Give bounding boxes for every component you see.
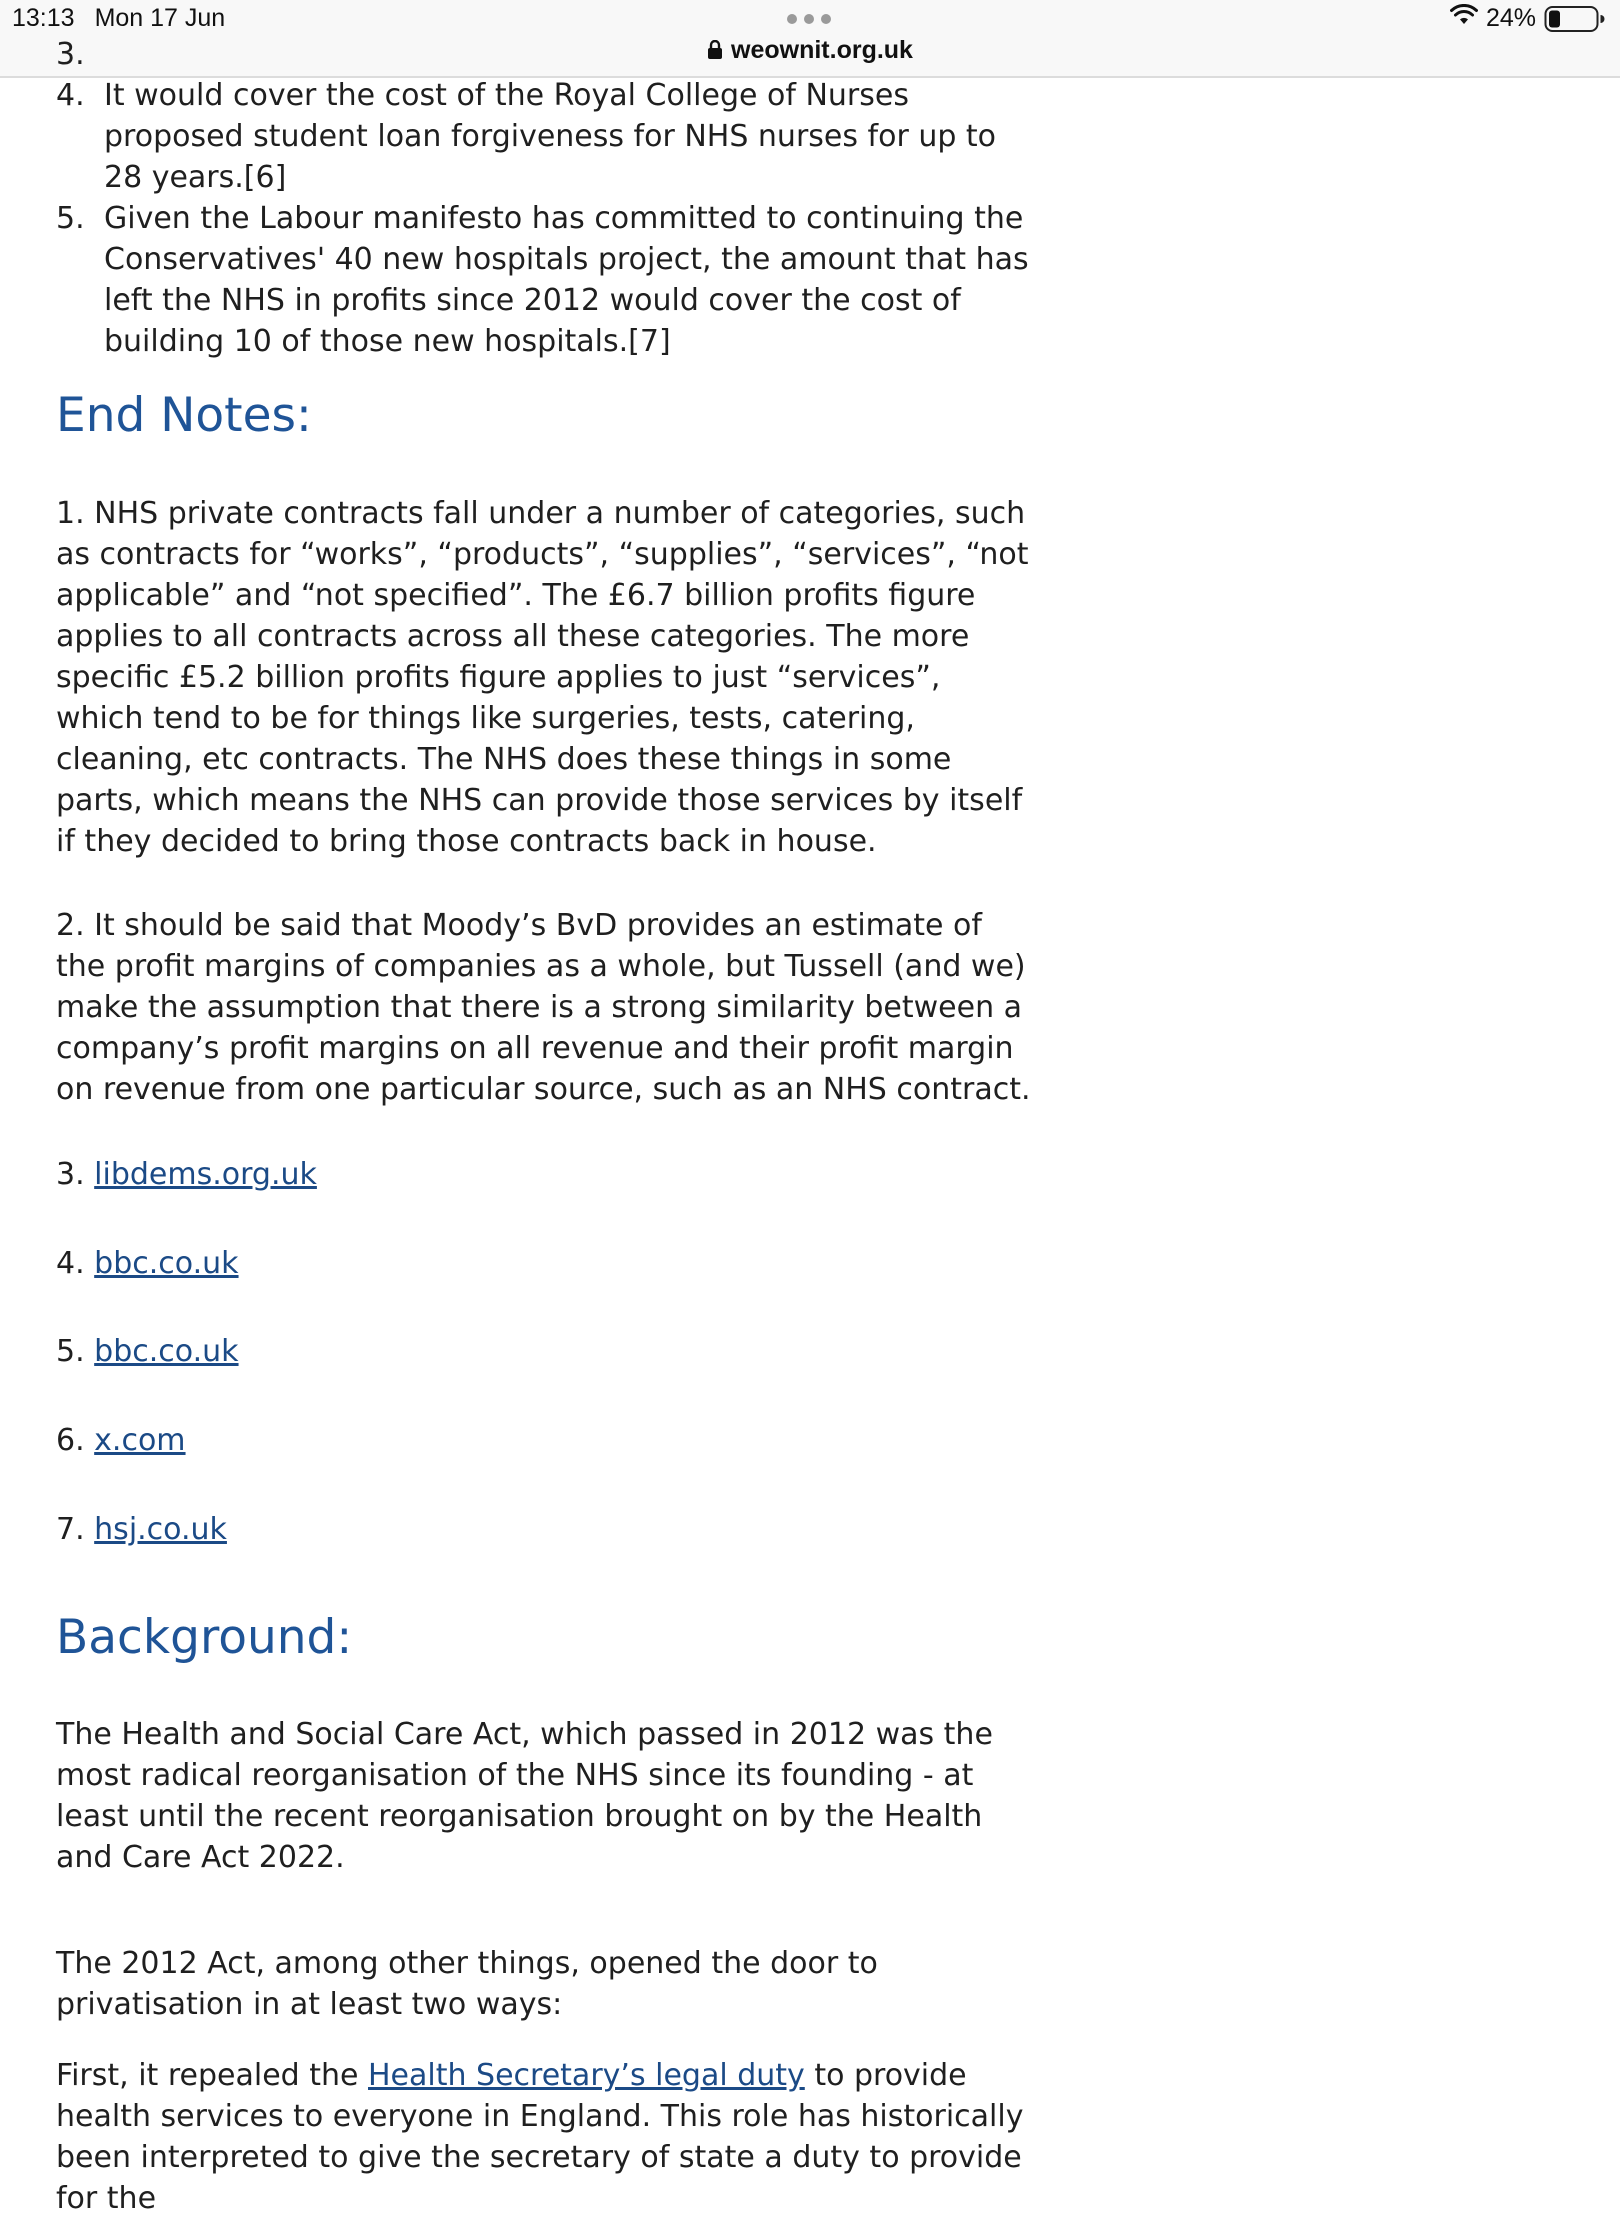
end-note-link[interactable]: x.com (94, 1423, 186, 1458)
list-item-text: It would cover the cost of the Royal College of Nurses proposed student loan forgiveness for NHS nurses for up to 28 years.[6] (104, 78, 997, 195)
battery-percent: 24% (1485, 4, 1536, 32)
end-notes-heading: End Notes: (56, 388, 312, 443)
status-time: 13:13 (12, 4, 75, 32)
url-text: weownit.org.uk (731, 36, 913, 64)
end-note-link[interactable]: libdems.org.uk (94, 1157, 317, 1192)
end-note-link-item (56, 1154, 1036, 1195)
list-item-number: 4. (56, 78, 85, 113)
wifi-icon (1450, 4, 1478, 33)
background-paragraph-3 (56, 2055, 1036, 2219)
status-indicators (1450, 4, 1606, 33)
paragraph-text: First, it repealed the (56, 2058, 368, 2093)
list-item: 3. (56, 37, 85, 72)
multitasking-dots-icon[interactable] (787, 14, 831, 24)
list-item (56, 75, 1036, 198)
paragraph-text: to provide health services to everyone in England. This role has historically been interpreted to give the secretary of state a duty to provide for the (56, 2058, 1024, 2216)
end-note-link-item (56, 1331, 1036, 1372)
end-note-link-item (56, 1420, 1036, 1461)
numbered-list (56, 34, 1036, 362)
end-note-link-item (56, 1243, 1036, 1284)
background-paragraph-1: The Health and Social Care Act, which passed in 2012 was the most radical reorganisation of the NHS since its founding - at least until the recent reorganisation brought on by the Health and Care Act 2022. (56, 1717, 993, 1875)
end-note-link-item (56, 1509, 1036, 1550)
background-heading: Background: (56, 1610, 353, 1665)
status-date: Mon 17 Jun (94, 4, 226, 32)
background-paragraph-2: The 2012 Act, among other things, opened the door to privatisation in at least two ways: (56, 1946, 878, 2022)
end-note-number: 7. (56, 1512, 85, 1547)
list-item-number: 5. (56, 201, 85, 236)
end-note-number: 4. (56, 1246, 85, 1281)
end-note-number: 3. (56, 1157, 85, 1192)
end-note-number: 5. (56, 1334, 85, 1369)
list-item-text: Given the Labour manifesto has committed to continuing the Conservatives' 40 new hospitals project, the amount that has left the NHS in profits since 2012 would cover the cost of building 10 of those new hospitals.[7] (104, 201, 1029, 359)
list-item (56, 198, 1036, 362)
end-note-2: 2. It should be said that Moody’s BvD provides an estimate of the profit margins of companies as a whole, but Tussell (and we) make the assumption that there is a strong similarity between a company’s profit margins on all revenue and their profit margin on revenue from one particular source, such as an NHS contract. (56, 908, 1031, 1107)
status-clock (12, 4, 225, 33)
end-note-link[interactable]: bbc.co.uk (94, 1246, 239, 1281)
end-note-1: 1. NHS private contracts fall under a number of categories, such as contracts for “works”, “products”, “supplies”, “services”, “not applicable” and “not specified”. The £6.7 billion profits figure applies to all contracts across all these categories. The more specific £5.2 billion profits figure applies to just “services”, which tend to be for things like surgeries, tests, catering, cleaning, etc contracts. The NHS does these things in some parts, which means the NHS can provide those services by itself if they decided to bring those contracts back in house. (56, 496, 1029, 859)
end-note-number: 6. (56, 1423, 85, 1458)
end-note-link[interactable]: hsj.co.uk (94, 1512, 227, 1547)
health-secretary-duty-link[interactable]: Health Secretary’s legal duty (368, 2058, 805, 2093)
end-note-link[interactable]: bbc.co.uk (94, 1334, 239, 1369)
battery-icon (1544, 5, 1606, 33)
